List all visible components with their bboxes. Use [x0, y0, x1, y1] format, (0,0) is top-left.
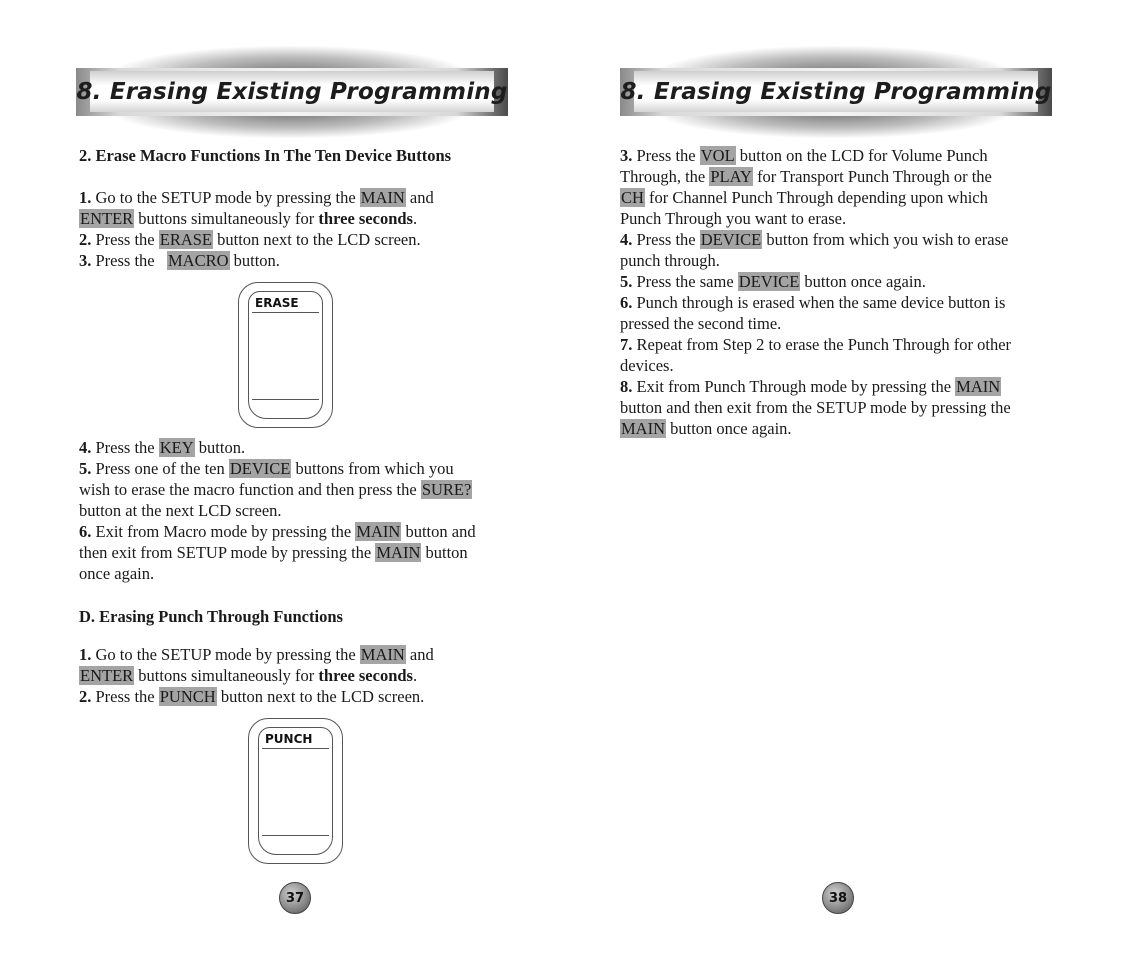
- step-5: 5. Press the same DEVICE button once again.: [620, 272, 926, 291]
- lcd-screen: [248, 291, 323, 419]
- page-number: 37: [285, 890, 305, 906]
- enter-key-label: ENTER: [80, 666, 134, 685]
- erase-key-label: ERASE: [159, 230, 213, 249]
- device-key-label: DEVICE: [229, 459, 291, 478]
- step-7-line-1: 7. Repeat from Step 2 to erase the Punch Through for other: [620, 335, 1012, 354]
- device-key-label: DEVICE: [700, 230, 762, 249]
- step-5-line-2: wish to erase the macro function and then press the SURE?: [79, 480, 472, 499]
- vol-key-label: VOL: [700, 146, 735, 165]
- step-8-line-1: 8. Exit from Punch Through mode by pressing the MAIN: [620, 377, 1001, 396]
- step-3-line-3: CH for Channel Punch Through depending upon which: [621, 188, 988, 207]
- step-6-line-1: 6. Punch through is erased when the same device button is: [620, 293, 1006, 312]
- step-4: 4. Press the KEY button.: [79, 438, 246, 457]
- step-6-line-1: 6. Exit from Macro mode by pressing the MAIN button and: [79, 522, 476, 541]
- lcd-screen: [258, 727, 333, 855]
- step-2: 2. Press the ERASE button next to the LCD screen.: [79, 230, 421, 249]
- key-key-label: KEY: [159, 438, 194, 457]
- step-8-line-2: button and then exit from the SETUP mode by pressing the: [620, 398, 1011, 417]
- punch-step-1-line-1: 1. Go to the SETUP mode by pressing the MAIN and: [79, 645, 434, 664]
- step-6-line-3: once again.: [79, 564, 155, 583]
- header-title: 8. Erasing Existing Programming: [76, 78, 508, 105]
- punch-steps-1-2: [79, 644, 511, 707]
- step-3-line-2: Through, the PLAY for Transport Punch Through or the: [620, 167, 992, 186]
- play-key-label: PLAY: [710, 167, 752, 186]
- sure-key-label: SURE?: [421, 480, 472, 499]
- left-page: [0, 0, 560, 954]
- main-key-label: MAIN: [356, 522, 401, 541]
- section-d-title: D. Erasing Punch Through Functions: [79, 607, 343, 626]
- punch-section: [79, 606, 511, 627]
- header-title: 8. Erasing Existing Programming: [620, 78, 1052, 105]
- macro-steps-1-3: [79, 187, 511, 271]
- step-8-line-3: MAIN button once again.: [621, 419, 792, 438]
- lcd-remote-illustration: [248, 718, 343, 864]
- page-header: [616, 46, 1052, 138]
- macro-steps-4-6: [79, 437, 511, 584]
- ch-key-label: CH: [621, 188, 644, 207]
- step-5-line-3: button at the next LCD screen.: [79, 501, 282, 520]
- lcd-screen-label: ERASE: [255, 296, 299, 310]
- section-title: 2. Erase Macro Functions In The Ten Device Buttons: [79, 146, 452, 165]
- page-number-badge: [279, 882, 311, 914]
- step-4-line-1: 4. Press the DEVICE button from which you wish to erase: [620, 230, 1009, 249]
- step-6-line-2: pressed the second time.: [620, 314, 782, 333]
- enter-key-label: ENTER: [80, 209, 134, 228]
- step-1-line-1: 1. Go to the SETUP mode by pressing the MAIN and: [79, 188, 434, 207]
- main-key-label: MAIN: [956, 377, 1001, 396]
- step-3-line-4: Punch Through you want to erase.: [620, 209, 847, 228]
- step-4-line-2: punch through.: [620, 251, 720, 270]
- main-key-label: MAIN: [360, 188, 405, 207]
- step-3-line-1: 3. Press the VOL button on the LCD for Volume Punch: [620, 146, 988, 165]
- step-1-line-2: ENTER buttons simultaneously for three seconds.: [80, 209, 418, 228]
- step-5-line-1: 5. Press one of the ten DEVICE buttons from which you: [79, 459, 454, 478]
- punch-step-1-line-2: ENTER buttons simultaneously for three seconds.: [80, 666, 418, 685]
- main-key-label: MAIN: [376, 543, 421, 562]
- macro-key-label: MACRO: [168, 251, 229, 270]
- step-3: 3. Press the MACRO button.: [79, 251, 280, 270]
- main-key-label: MAIN: [360, 645, 405, 664]
- main-key-label: MAIN: [621, 419, 665, 438]
- step-7-line-2: devices.: [620, 356, 674, 375]
- page-number-badge: [822, 882, 854, 914]
- punch-steps-3-8: [620, 145, 1050, 439]
- punch-step-2: 2. Press the PUNCH button next to the LCD screen.: [79, 687, 425, 706]
- device-key-label: DEVICE: [738, 272, 800, 291]
- page-header: [72, 46, 508, 138]
- lcd-remote-illustration: [238, 282, 333, 428]
- step-6-line-2: then exit from SETUP mode by pressing the MAIN button: [79, 543, 468, 562]
- page-number: 38: [828, 890, 848, 906]
- macro-section: [79, 145, 511, 166]
- right-page: [560, 0, 1129, 954]
- lcd-screen-label: PUNCH: [265, 732, 313, 746]
- punch-key-label: PUNCH: [159, 687, 216, 706]
